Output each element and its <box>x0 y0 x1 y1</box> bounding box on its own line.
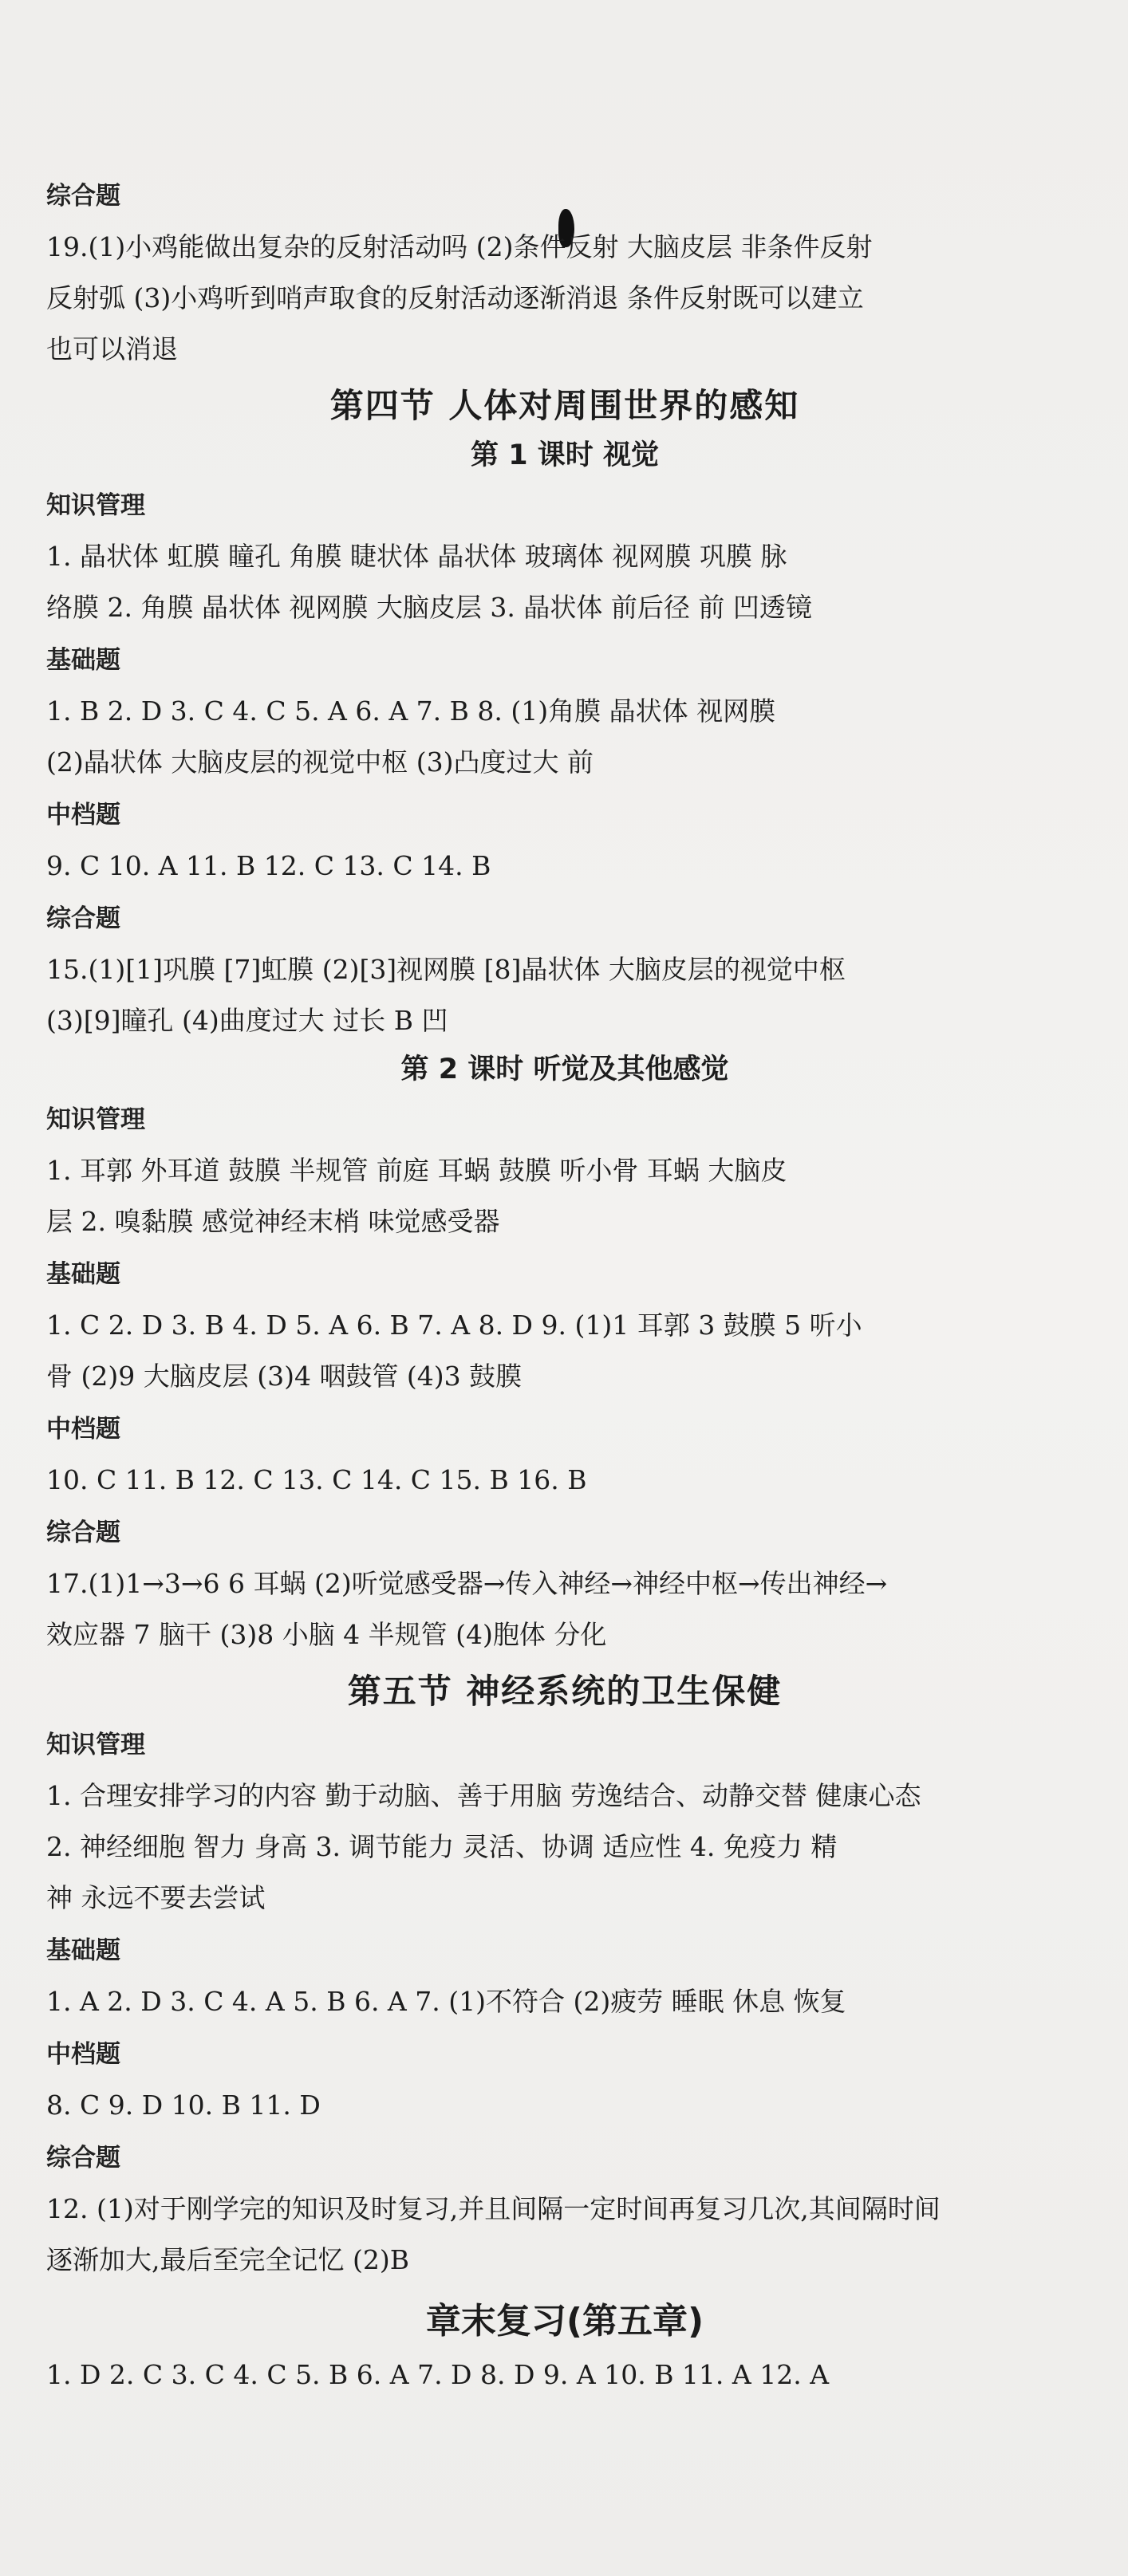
answer-line: 反射弧 (3)小鸡听到哨声取食的反射活动逐渐消退 条件反射既可以建立 <box>46 282 864 313</box>
chapter-review-title: 章末复习(第五章) <box>425 2301 704 2342</box>
section-label-intermediate: 中档题 <box>46 2040 120 2069</box>
answer-line: 也可以消退 <box>46 333 178 364</box>
section-label-basic: 基础题 <box>46 1936 120 1965</box>
answer-line: 络膜 2. 角膜 晶状体 视网膜 大脑皮层 3. 晶状体 前后径 前 凹透镜 <box>46 592 812 623</box>
answer-line: 1. D 2. C 3. C 4. C 5. B 6. A 7. D 8. D 9. A 10. B 11. A 12. A <box>46 2359 830 2390</box>
answer-line: 15.(1)[1]巩膜 [7]虹膜 (2)[3]视网膜 [8]晶状体 大脑皮层的视觉中枢 <box>46 954 846 985</box>
section-label-knowledge: 知识管理 <box>46 1731 145 1759</box>
section-label-intermediate: 中档题 <box>46 1415 120 1444</box>
answer-line: 9. C 10. A 11. B 12. C 13. C 14. B <box>46 850 491 881</box>
section-label-knowledge: 知识管理 <box>46 1105 145 1134</box>
lesson-title: 第 2 课时 听觉及其他感觉 <box>400 1054 729 1085</box>
answer-line: (3)[9]瞳孔 (4)曲度过大 过长 B 凹 <box>46 1005 448 1036</box>
answer-line: 1. A 2. D 3. C 4. A 5. B 6. A 7. (1)不符合 (2)疲劳 睡眠 休息 恢复 <box>46 1986 846 2017</box>
section-label-knowledge: 知识管理 <box>46 491 145 520</box>
lesson-title: 第 1 课时 视觉 <box>471 439 659 471</box>
section-label-comprehensive: 综合题 <box>46 904 120 933</box>
section-title: 第四节 人体对周围世界的感知 <box>329 386 800 425</box>
answer-line: 层 2. 嗅黏膜 感觉神经末梢 味觉感受器 <box>46 1206 500 1237</box>
section-label-basic: 基础题 <box>46 646 120 675</box>
section-label-basic: 基础题 <box>46 1260 120 1289</box>
answer-line: 神 永远不要去尝试 <box>46 1882 266 1913</box>
answer-line: 17.(1)1→3→6 6 耳蜗 (2)听觉感受器→传入神经→神经中枢→传出神经→ <box>46 1568 888 1599</box>
section-label-comprehensive: 综合题 <box>46 1518 120 1547</box>
answer-line: 骨 (2)9 大脑皮层 (3)4 咽鼓管 (4)3 鼓膜 <box>46 1361 523 1392</box>
answer-line: 效应器 7 脑干 (3)8 小脑 4 半规管 (4)胞体 分化 <box>46 1619 607 1650</box>
answer-line: 2. 神经细胞 智力 身高 3. 调节能力 灵活、协调 适应性 4. 免疫力 精 <box>46 1831 838 1862</box>
answer-line: (2)晶状体 大脑皮层的视觉中枢 (3)凸度过大 前 <box>46 746 594 778</box>
answer-line: 19.(1)小鸡能做出复杂的反射活动吗 (2)条件反射 大脑皮层 非条件反射 <box>46 231 873 262</box>
section-label-comprehensive: 综合题 <box>46 182 120 211</box>
answer-line: 10. C 11. B 12. C 13. C 14. C 15. B 16. B <box>46 1464 587 1495</box>
answer-line: 1. 合理安排学习的内容 勤于动脑、善于用脑 劳逸结合、动静交替 健康心态 <box>46 1780 921 1811</box>
answer-content <box>46 169 1083 2401</box>
section-title: 第五节 神经系统的卫生保健 <box>347 1672 783 1711</box>
section-label-intermediate: 中档题 <box>46 801 120 829</box>
answer-line: 8. C 9. D 10. B 11. D <box>46 2090 321 2121</box>
answer-line: 1. 耳郭 外耳道 鼓膜 半规管 前庭 耳蜗 鼓膜 听小骨 耳蜗 大脑皮 <box>46 1155 787 1186</box>
answer-line: 1. C 2. D 3. B 4. D 5. A 6. B 7. A 8. D 9. (1)1 耳郭 3 鼓膜 5 听小 <box>46 1310 862 1341</box>
answer-line: 1. B 2. D 3. C 4. C 5. A 6. A 7. B 8. (1)角膜 晶状体 视网膜 <box>46 695 776 727</box>
answer-line: 12. (1)对于刚学完的知识及时复习,并且间隔一定时间再复习几次,其间隔时间 <box>46 2193 941 2224</box>
answer-line: 逐渐加大,最后至完全记忆 (2)B <box>46 2244 409 2275</box>
answer-line: 1. 晶状体 虹膜 瞳孔 角膜 睫状体 晶状体 玻璃体 视网膜 巩膜 脉 <box>46 541 787 572</box>
section-label-comprehensive: 综合题 <box>46 2144 120 2172</box>
